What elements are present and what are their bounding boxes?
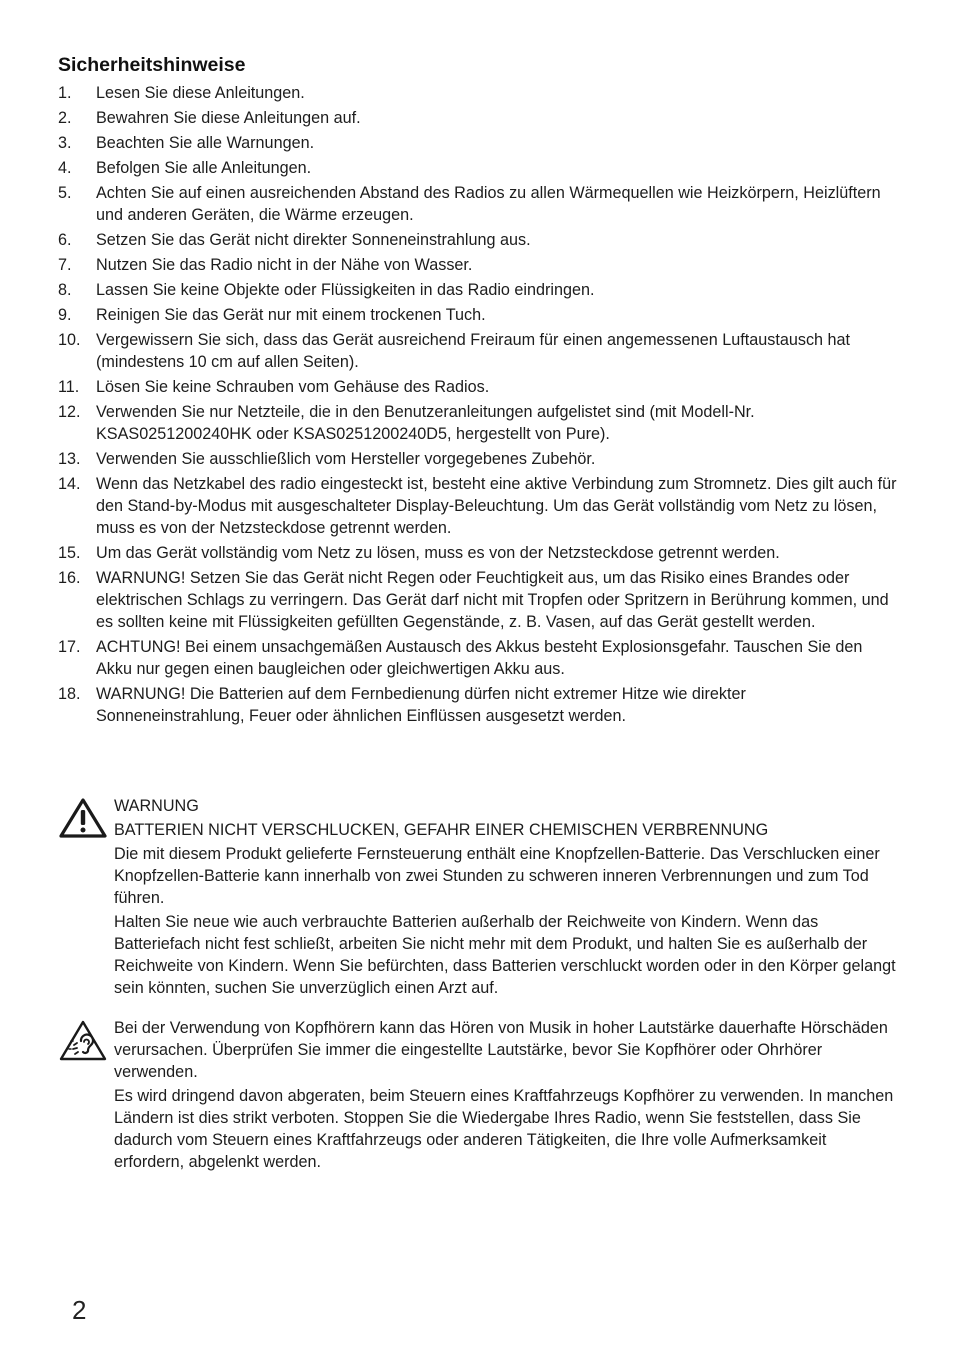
warning-triangle-icon xyxy=(58,797,108,841)
item-text: Lassen Sie keine Objekte oder Flüssigkeiten in das Radio eindringen. xyxy=(96,281,595,299)
item-number: 9. xyxy=(58,306,72,324)
item-text: Nutzen Sie das Radio nicht in der Nähe von Wasser. xyxy=(96,256,473,274)
hearing-warning-block xyxy=(58,1017,898,1175)
item-text: Vergewissern Sie sich, dass das Gerät ausreichend Freiraum für einen angemessenen Luftaustausch hat (mindestens 10 cm auf allen Seiten). xyxy=(96,331,851,371)
list-item xyxy=(58,636,898,680)
warning-title: WARNUNG xyxy=(114,797,199,815)
list-item xyxy=(58,157,898,179)
item-number: 16. xyxy=(58,569,81,587)
list-item xyxy=(58,448,898,470)
item-number: 11. xyxy=(58,378,80,396)
item-number: 18. xyxy=(58,685,81,703)
item-text: Verwenden Sie ausschließlich vom Hersteller vorgegebenes Zubehör. xyxy=(96,450,596,468)
item-text: ACHTUNG! Bei einem unsachgemäßen Austausch des Akkus besteht Explosionsgefahr. Tauschen Sie den Akku nur gegen einen baugleichen oder gleichwertigen Akku aus. xyxy=(96,638,863,678)
safety-section xyxy=(58,52,898,730)
list-item xyxy=(58,254,898,276)
battery-warning-block xyxy=(58,795,898,1001)
item-number: 12. xyxy=(58,403,81,421)
page-number: 2 xyxy=(72,1295,87,1325)
item-number: 10. xyxy=(58,331,81,349)
item-text: Befolgen Sie alle Anleitungen. xyxy=(96,159,312,177)
page-title: Sicherheitshinweise xyxy=(58,54,246,76)
item-number: 14. xyxy=(58,475,81,493)
list-item xyxy=(58,182,898,226)
item-text: Wenn das Netzkabel des radio eingesteckt ist, besteht eine aktive Verbindung zum Stromnetz. Dies gilt auch für den Stand-by-Modus mit ausgeschalteter Display-Beleuchtung. Um das Gerät vollständig vom Netz zu lösen, muss es von der Netzsteckdose getrennt werden. xyxy=(96,475,897,537)
item-text: Um das Gerät vollständig vom Netz zu lösen, muss es von der Netzsteckdose getrennt werden. xyxy=(96,544,780,562)
item-number: 4. xyxy=(58,159,72,177)
item-number: 17. xyxy=(58,638,81,656)
hearing-warning-text xyxy=(114,1017,898,1173)
list-item xyxy=(58,107,898,129)
list-item xyxy=(58,304,898,326)
item-number: 1. xyxy=(58,84,72,102)
item-number: 8. xyxy=(58,281,72,299)
item-number: 2. xyxy=(58,109,72,127)
list-item xyxy=(58,329,898,373)
list-item xyxy=(58,542,898,564)
warning-paragraph: Halten Sie neue wie auch verbrauchte Batterien außerhalb der Reichweite von Kindern. Wenn das Batteriefach nicht fest schließt, arbeiten Sie nicht mehr mit dem Produkt, und halten Sie es außerhalb der Reichweite von Kindern. Wenn Sie befürchten, dass Batterien verschluckt worden oder in den Körper gelangt sein könnten, suchen Sie unverzüglich einen Arzt auf. xyxy=(114,913,896,997)
warning-subtitle: BATTERIEN NICHT VERSCHLUCKEN, GEFAHR EINER CHEMISCHEN VERBRENNUNG xyxy=(114,821,769,839)
list-item xyxy=(58,82,898,104)
list-item xyxy=(58,401,898,445)
item-number: 6. xyxy=(58,231,72,249)
list-item xyxy=(58,376,898,398)
list-item xyxy=(58,229,898,251)
item-text: Setzen Sie das Gerät nicht direkter Sonneneinstrahlung aus. xyxy=(96,231,531,249)
safety-instructions-list xyxy=(58,82,898,727)
item-number: 7. xyxy=(58,256,72,274)
item-text: WARNUNG! Die Batterien auf dem Fernbedienung dürfen nicht extremer Hitze wie direkter Sonneneinstrahlung, Feuer oder ähnlichen Einflüssen ausgesetzt werden. xyxy=(96,685,746,725)
warning-paragraph: Es wird dringend davon abgeraten, beim Steuern eines Kraftfahrzeugs Kopfhörer zu verwenden. In manchen Ländern ist dies strikt verboten. Stoppen Sie die Wiedergabe Ihres Radio, wenn Sie feststellen, dass Sie dadurch vom Steuern eines Kraftfahrzeugs oder anderen Tätigkeiten, die Ihre volle Aufmerksamkeit erfordern, abgelenkt werden. xyxy=(114,1087,894,1171)
list-item xyxy=(58,473,898,539)
item-text: Lesen Sie diese Anleitungen. xyxy=(96,84,305,102)
list-item xyxy=(58,132,898,154)
item-text: Achten Sie auf einen ausreichenden Abstand des Radios zu allen Wärmequellen wie Heizkörpern, Heizlüftern und anderen Geräten, die Wärme erzeugen. xyxy=(96,184,881,224)
item-number: 15. xyxy=(58,544,81,562)
item-text: Bewahren Sie diese Anleitungen auf. xyxy=(96,109,361,127)
warning-paragraph: Bei der Verwendung von Kopfhörern kann das Hören von Musik in hoher Lautstärke dauerhafte Hörschäden verursachen. Überprüfen Sie immer die eingestellte Lautstärke, bevor Sie Kopfhörer oder Ohrhörer verwenden. xyxy=(114,1019,888,1081)
list-item xyxy=(58,567,898,633)
item-text: WARNUNG! Setzen Sie das Gerät nicht Regen oder Feuchtigkeit aus, um das Risiko eines Brandes oder elektrischen Schlags zu verringern. Das Gerät darf nicht mit Tropfen oder Spritzern in Berührung kommen, und es sollten keine mit Flüssigkeiten gefüllten Gegenstände, z. B. Vasen, auf das Gerät gestellt werden. xyxy=(96,569,889,631)
list-item xyxy=(58,279,898,301)
item-text: Lösen Sie keine Schrauben vom Gehäuse des Radios. xyxy=(96,378,490,396)
item-number: 13. xyxy=(58,450,81,468)
hearing-damage-warning-icon xyxy=(58,1019,108,1063)
warning-paragraph: Die mit diesem Produkt gelieferte Fernsteuerung enthält eine Knopfzellen-Batterie. Das Verschlucken einer Knopfzellen-Batterie kann innerhalb von zwei Stunden zu schweren inneren Verbrennungen und zum Tod führen. xyxy=(114,845,880,907)
list-item xyxy=(58,683,898,727)
item-number: 3. xyxy=(58,134,72,152)
item-text: Beachten Sie alle Warnungen. xyxy=(96,134,315,152)
battery-warning-text xyxy=(114,795,898,999)
item-number: 5. xyxy=(58,184,72,202)
item-text: Verwenden Sie nur Netzteile, die in den Benutzeranleitungen aufgelistet sind (mit Modell-Nr. KSAS0251200240HK oder KSAS0251200240D5, hergestellt von Pure). xyxy=(96,403,755,443)
item-text: Reinigen Sie das Gerät nur mit einem trockenen Tuch. xyxy=(96,306,486,324)
